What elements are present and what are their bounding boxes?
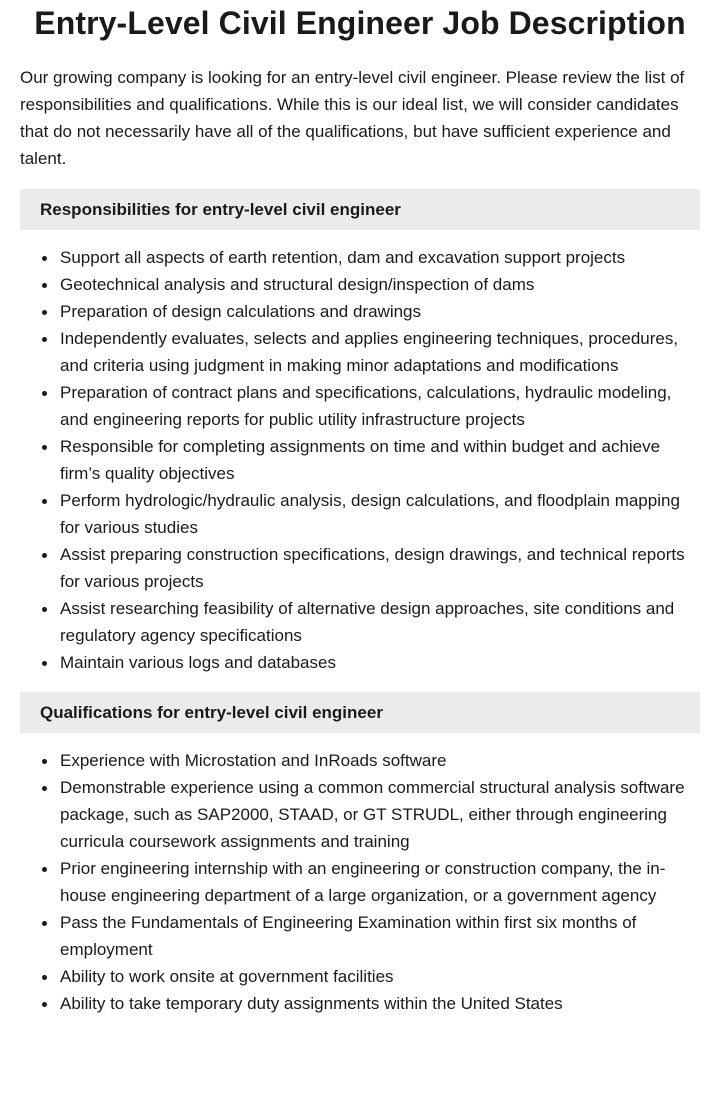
list-item-text: Assist preparing construction specifications, design drawings, and technical reports for various projects	[60, 545, 685, 591]
list-item-text: Maintain various logs and databases	[60, 653, 336, 672]
list-item	[60, 379, 700, 433]
list-item-text: Independently evaluates, selects and applies engineering techniques, procedures, and criteria using judgment in making minor adaptations and modifications	[60, 329, 679, 375]
qualifications-list	[20, 747, 700, 1017]
list-item-text: Geotechnical analysis and structural design/inspection of dams	[60, 275, 535, 294]
list-item-text: Perform hydrologic/hydraulic analysis, design calculations, and floodplain mapping for various studies	[60, 491, 680, 537]
list-item	[60, 487, 700, 541]
list-item-text: Experience with Microstation and InRoads software	[60, 751, 447, 770]
list-item	[60, 325, 700, 379]
bullet-icon	[42, 1002, 47, 1007]
bullet-icon	[42, 310, 47, 315]
responsibilities-heading: Responsibilities for entry-level civil engineer	[20, 189, 700, 230]
bullet-icon	[42, 283, 47, 288]
list-item	[60, 990, 700, 1017]
list-item	[60, 909, 700, 963]
list-item-text: Responsible for completing assignments on time and within budget and achieve firm’s quality objectives	[60, 437, 661, 483]
list-item	[60, 855, 700, 909]
list-item-text: Preparation of contract plans and specifications, calculations, hydraulic modeling, and engineering reports for public utility infrastructure projects	[60, 383, 672, 429]
qualifications-heading: Qualifications for entry-level civil engineer	[20, 692, 700, 733]
bullet-icon	[42, 867, 47, 872]
list-item	[60, 271, 700, 298]
bullet-icon	[42, 337, 47, 342]
list-item	[60, 433, 700, 487]
page-title: Entry-Level Civil Engineer Job Description	[34, 5, 686, 41]
list-item-text: Preparation of design calculations and drawings	[60, 302, 422, 321]
list-item	[60, 649, 700, 676]
bullet-icon	[42, 607, 47, 612]
list-item-text: Demonstrable experience using a common commercial structural analysis software package, such as SAP2000, STAAD, or GT STRUDL, either through engineering curricula coursework assignments and training	[60, 778, 685, 851]
list-item	[60, 298, 700, 325]
bullet-icon	[42, 661, 47, 666]
bullet-icon	[42, 499, 47, 504]
bullet-icon	[42, 256, 47, 261]
list-item-text: Support all aspects of earth retention, dam and excavation support projects	[60, 248, 626, 267]
bullet-icon	[42, 445, 47, 450]
bullet-icon	[42, 759, 47, 764]
list-item	[60, 747, 700, 774]
bullet-icon	[42, 553, 47, 558]
list-item-text: Prior engineering internship with an engineering or construction company, the in-house engineering department of a large organization, or a government agency	[60, 859, 666, 905]
list-item-text: Ability to work onsite at government facilities	[60, 967, 394, 986]
list-item	[60, 541, 700, 595]
list-item	[60, 595, 700, 649]
list-item-text: Assist researching feasibility of alternative design approaches, site conditions and regulatory agency specifications	[60, 599, 675, 645]
bullet-icon	[42, 786, 47, 791]
list-item	[60, 963, 700, 990]
intro-paragraph: Our growing company is looking for an entry-level civil engineer. Please review the list of responsibilities and qualifications. While this is our ideal list, we will consider candidates that do not necessarily have all of the qualifications, but have sufficient experience and talent.	[20, 68, 685, 168]
bullet-icon	[42, 921, 47, 926]
bullet-icon	[42, 975, 47, 980]
list-item	[60, 774, 700, 855]
list-item	[60, 244, 700, 271]
bullet-icon	[42, 391, 47, 396]
list-item-text: Ability to take temporary duty assignments within the United States	[60, 994, 563, 1013]
responsibilities-list	[20, 244, 700, 676]
list-item-text: Pass the Fundamentals of Engineering Examination within first six months of employment	[60, 913, 637, 959]
